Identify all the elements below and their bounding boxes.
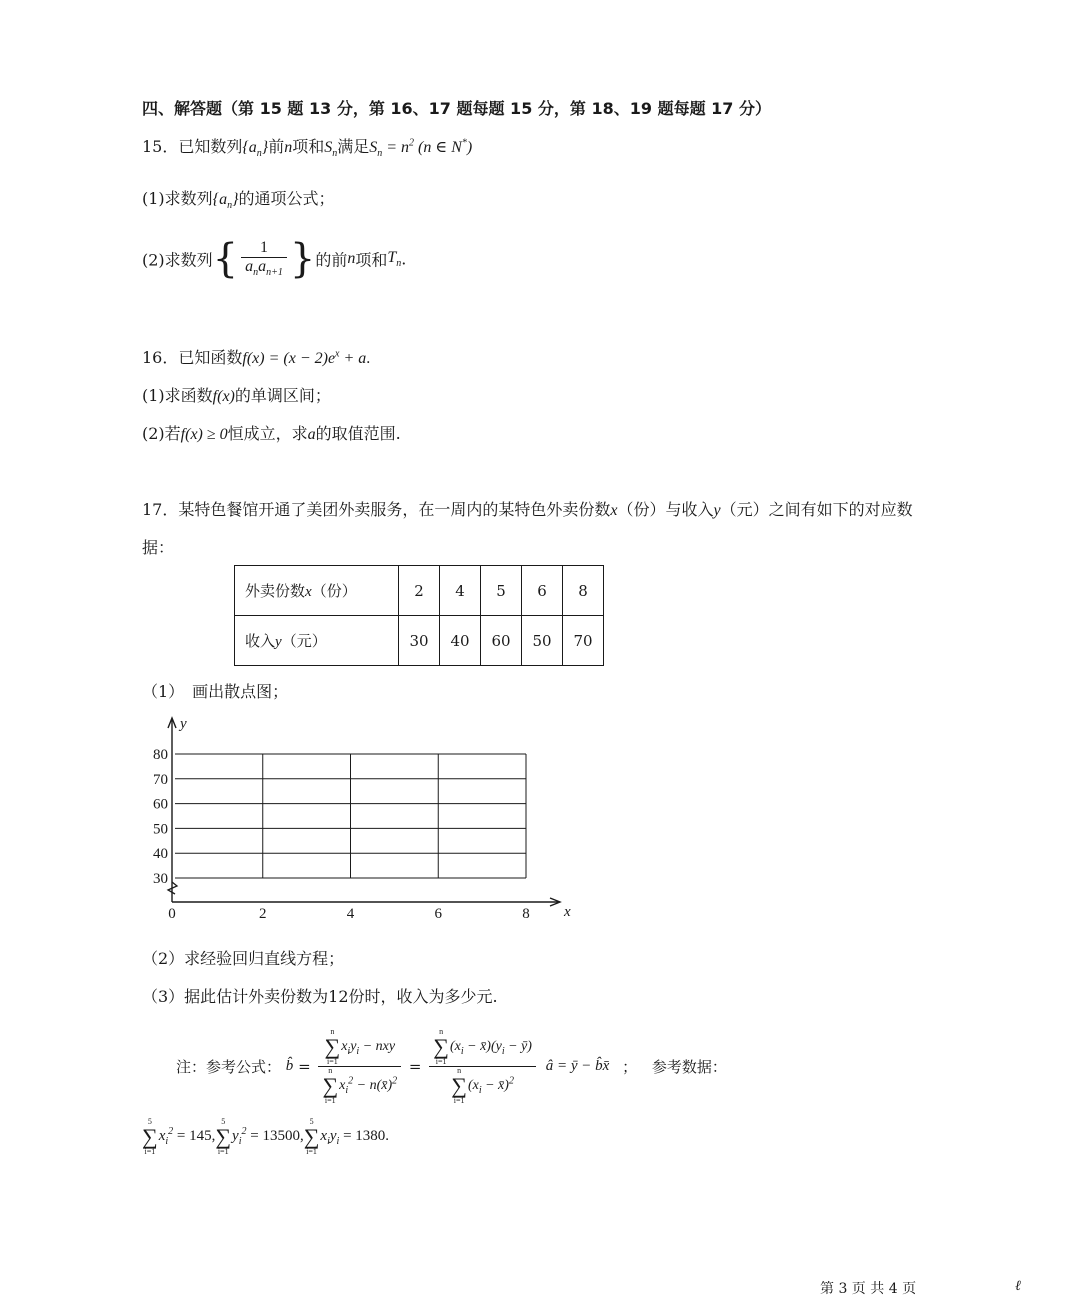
b-hat: b̂ <box>285 1058 294 1074</box>
section-title: 四、解答题（第 15 题 13 分，第 16、17 题每题 15 分，第 18、19 题每题 17 分） <box>142 99 771 118</box>
q15-Sn: $S_n$ <box>324 139 338 160</box>
page-footer: 第 3 页 共 4 页 <box>820 1281 917 1297</box>
table-header-y: 收入y（元） <box>235 616 399 666</box>
ref-sum-y2: 5 ∑ i=1 $y_i^2 = 13500$, <box>215 1117 304 1156</box>
table-cell: 6 <box>522 566 563 616</box>
q15-p2-text: 的前 <box>315 250 348 270</box>
q16-text: 已知函数 <box>178 348 243 367</box>
table-cell: 50 <box>522 616 563 666</box>
q17-y: y <box>713 502 721 519</box>
q15-p2-label: (2)求数列 <box>142 250 213 270</box>
y-tick-label: 30 <box>153 871 168 887</box>
q17-x: x <box>610 502 618 519</box>
q17-part3: （3）据此估计外卖份数为12份时，收入为多少元. <box>142 987 498 1006</box>
reference-formula <box>176 1028 727 1105</box>
q16-p1-end: 的单调区间； <box>234 386 331 405</box>
q15-formula: $S_n = n^2$ (n ∈ N*) <box>369 137 473 160</box>
y-tick-label: 80 <box>153 747 168 763</box>
formula-fraction-2: n ∑ i=1 ($x_i$ − $x̄)(y_i$ − ȳ) n ∑ i=1 ($x_i$ − x̄)$^2$ <box>429 1028 536 1105</box>
q15-text-b: 前 <box>268 137 285 156</box>
table-cell: 30 <box>399 616 440 666</box>
y-tick-label: 50 <box>153 821 168 838</box>
q17-part2: （2）求经验回归直线方程； <box>142 949 345 968</box>
q17-text-c: （元）之间有如下的对应数 <box>720 500 913 519</box>
q16-p2-end: 的取值范围. <box>315 424 401 443</box>
table-row-x <box>235 566 604 616</box>
x-tick-label: 6 <box>434 906 442 922</box>
q16-number: 16． <box>142 348 179 367</box>
ref-label: 参考数据： <box>651 1058 727 1076</box>
table-row-y <box>235 616 604 666</box>
ref-sum-x2: 5 ∑ i=1 $x_i^2 = 145$, <box>142 1117 216 1156</box>
q16-p2-a: a <box>307 426 316 443</box>
table-cell: 2 <box>399 566 440 616</box>
y-tick-label: 60 <box>153 796 168 813</box>
note-label: 注：参考公式： <box>176 1058 282 1076</box>
y-tick-label: 70 <box>153 771 168 788</box>
table-cell: 40 <box>440 616 481 666</box>
table-header-x: 外卖份数x（份） <box>235 566 399 616</box>
q15-n: n <box>284 139 293 156</box>
q16-p2-f: f(x) ≥ 0 <box>180 426 228 443</box>
q15-p2-end: . <box>401 249 407 269</box>
corner-mark: ℓ <box>1015 1278 1021 1294</box>
q16-p1-f: f(x) <box>212 388 235 405</box>
q15-p2-n: n <box>347 250 356 267</box>
brace-left: { <box>212 236 239 282</box>
q15-stem <box>142 134 472 159</box>
table-cell: 5 <box>481 566 522 616</box>
brace-right: } <box>289 236 316 282</box>
data-table <box>234 565 604 666</box>
q17-number: 17． <box>142 500 179 519</box>
q16-part1 <box>142 383 331 406</box>
x-tick-label: 2 <box>259 906 267 922</box>
equals-2: = <box>408 1057 422 1076</box>
q17-text-b: （份）与收入 <box>617 500 714 519</box>
q15-p1-text: 的通项公式； <box>238 189 335 208</box>
q16-part2 <box>142 421 401 444</box>
q15-p1-label: (1)求数列 <box>142 189 213 208</box>
q17-stem-cont: 据： <box>142 538 175 557</box>
scatter-grid <box>130 710 590 925</box>
q17-text-a: 某特色餐馆开通了美团外卖服务，在一周内的某特色外卖份数 <box>178 500 611 519</box>
q15-text-c: 项和 <box>292 137 325 156</box>
x-axis-label: x <box>564 904 571 920</box>
table-cell: 70 <box>563 616 604 666</box>
ref-sum-xy: 5 ∑ i=1 $x_iy_i = 1380$. <box>303 1117 390 1156</box>
q15-p2-text2: 项和 <box>355 250 388 270</box>
formula-fraction-1: n ∑ i=1 $x_iy_i$ − nxy n ∑ i=1 $x_i^2$ − n(x̄)$^2$ <box>318 1028 401 1105</box>
q15-text-d: 满足 <box>337 137 370 156</box>
table-cell: 8 <box>563 566 604 616</box>
x-tick-label: 8 <box>522 906 530 922</box>
a-hat-formula: â = ȳ − b̂x̄ <box>545 1058 610 1074</box>
q17-stem <box>142 497 913 520</box>
q15-p2-fraction: $\frac{1}{a_na_{n+1}}$ <box>241 239 287 278</box>
table-cell: 60 <box>481 616 522 666</box>
q15-part1 <box>142 186 335 211</box>
x-tick-label: 4 <box>346 906 355 922</box>
semicolon: ； <box>622 1058 638 1076</box>
q16-p2-mid: 恒成立，求 <box>227 424 308 443</box>
y-axis-label: y <box>180 716 187 732</box>
table-cell: 4 <box>440 566 481 616</box>
equals-1: = <box>298 1057 311 1076</box>
q16-p1-label: (1)求函数 <box>142 386 213 405</box>
q15-text-a: 已知数列 <box>178 137 243 156</box>
reference-data <box>142 1118 389 1156</box>
y-tick-label: 40 <box>153 846 168 863</box>
q15-seq: $\{a_n\}$ <box>242 139 269 160</box>
q15-p1-seq: $\{a_n\}$ <box>212 191 239 212</box>
q15-part2 <box>142 236 406 282</box>
q16-function: $f(x) = (x - 2)e^x + a$. <box>242 348 371 367</box>
q17-part1: （1） 画出散点图； <box>142 682 289 701</box>
x-tick-label: 0 <box>168 906 176 922</box>
q15-p2-T: $T_n$ <box>387 248 402 270</box>
q15-number: 15． <box>142 137 179 156</box>
q16-p2-label: (2)若 <box>142 424 181 443</box>
q16-stem <box>142 345 370 368</box>
